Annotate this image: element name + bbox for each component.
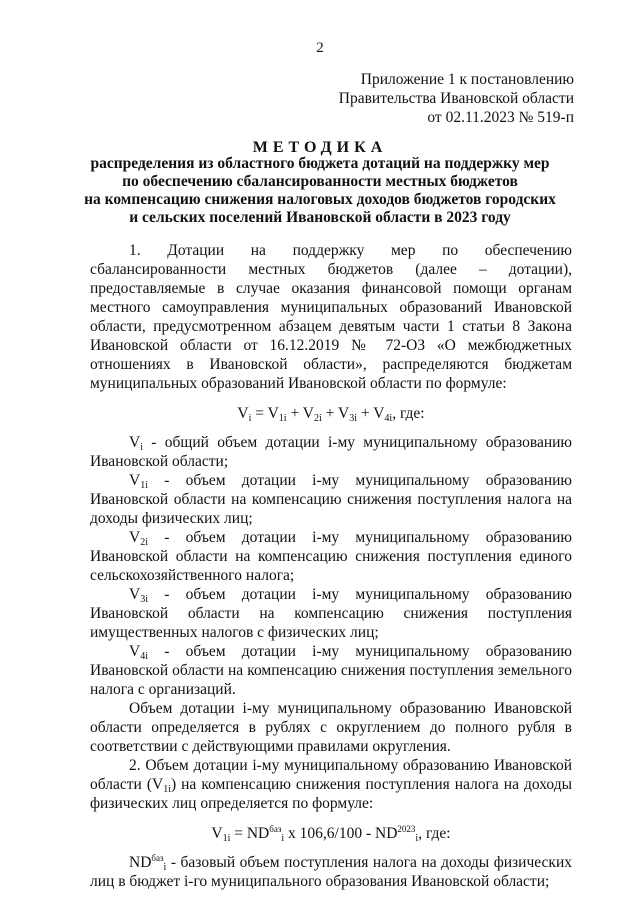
subtitle-line: распределения из областного бюджета дотаций на поддержку мер bbox=[90, 155, 550, 172]
appendix-header bbox=[339, 70, 574, 127]
paragraph-rounding: Объем дотации i-му муниципальному образованию Ивановской области определяется в рублях с округлением до полного рубля в соответствии с действующими правилами округления. bbox=[90, 700, 572, 755]
formula-v1i: $V_{1i} = ND^{баз}_i$ x $106,6/100 - ND^{2023}_i$, где: bbox=[211, 824, 451, 844]
document-subtitle bbox=[80, 155, 560, 227]
subtitle-line: и сельских поселений Ивановской области в 2023 году bbox=[129, 209, 511, 226]
formula-total: $V_i = V_{1i} + V_{2i} + V_{3i} + V_{4i}$, где: bbox=[237, 405, 425, 424]
appendix-line: Правительства Ивановской области bbox=[338, 90, 574, 107]
subtitle-line: по обеспечению сбалансированности местных бюджетов bbox=[122, 173, 518, 190]
definition-v4i: $V_{4i}$ - объем дотации i-му муниципальному образованию Ивановской области на компенсацию снижения поступления земельного налога с организаций. bbox=[90, 643, 572, 698]
definition-nd-base: $ND^{баз}_i$ - базовый объем поступления налога на доходы физических лиц в бюджет i-го муниципального образования Ивановской области; bbox=[90, 853, 572, 890]
definition-vi: $V_i$ - общий объем дотации i-му муниципальному образованию Ивановской области; bbox=[90, 434, 572, 470]
subtitle-line: на компенсацию снижения налоговых доходов бюджетов городских bbox=[84, 191, 556, 208]
definition-v1i: $V_{1i}$ - объем дотации i-му муниципальному образованию Ивановской области на компенсацию снижения поступления налога на доходы физических лиц; bbox=[90, 472, 572, 527]
page-number: 2 bbox=[316, 40, 324, 56]
document-body bbox=[90, 241, 572, 891]
paragraph-2: 2. Объем дотации i-му муниципальному образованию Ивановской области $(V_{1i})$ на компенсацию снижения поступления налога на доходы физических лиц определяется по формуле: bbox=[90, 757, 573, 812]
appendix-line: Приложение 1 к постановлению bbox=[360, 71, 574, 88]
document-title: МЕТОДИКА bbox=[252, 139, 388, 156]
paragraph-1: 1. Дотации на поддержку мер по обеспечению сбалансированности местных бюджетов (далее – дотации), предоставляемые в случае оказания финансовой помощи органам местного самоуправления муниципальных образований Ивановской области, предусмотренном абзацем девятым части 1 статьи 8 Закона Ивановской области от 16.12.2019 № 72-ОЗ «О межбюджетных отношениях в Ивановской области», распределяются бюджетам муниципальных образований Ивановской области по формуле: bbox=[90, 242, 572, 392]
definition-v2i: $V_{2i}$ - объем дотации i-му муниципальному образованию Ивановской области на компенсацию снижения поступления единого сельскохозяйственного налога; bbox=[90, 529, 572, 584]
definition-v3i: $V_{3i}$ - объем дотации i-му муниципальному образованию Ивановской области на компенсацию снижения поступления имущественных налогов с физических лиц; bbox=[90, 586, 572, 641]
appendix-line: от 02.11.2023 № 519-п bbox=[427, 109, 574, 126]
